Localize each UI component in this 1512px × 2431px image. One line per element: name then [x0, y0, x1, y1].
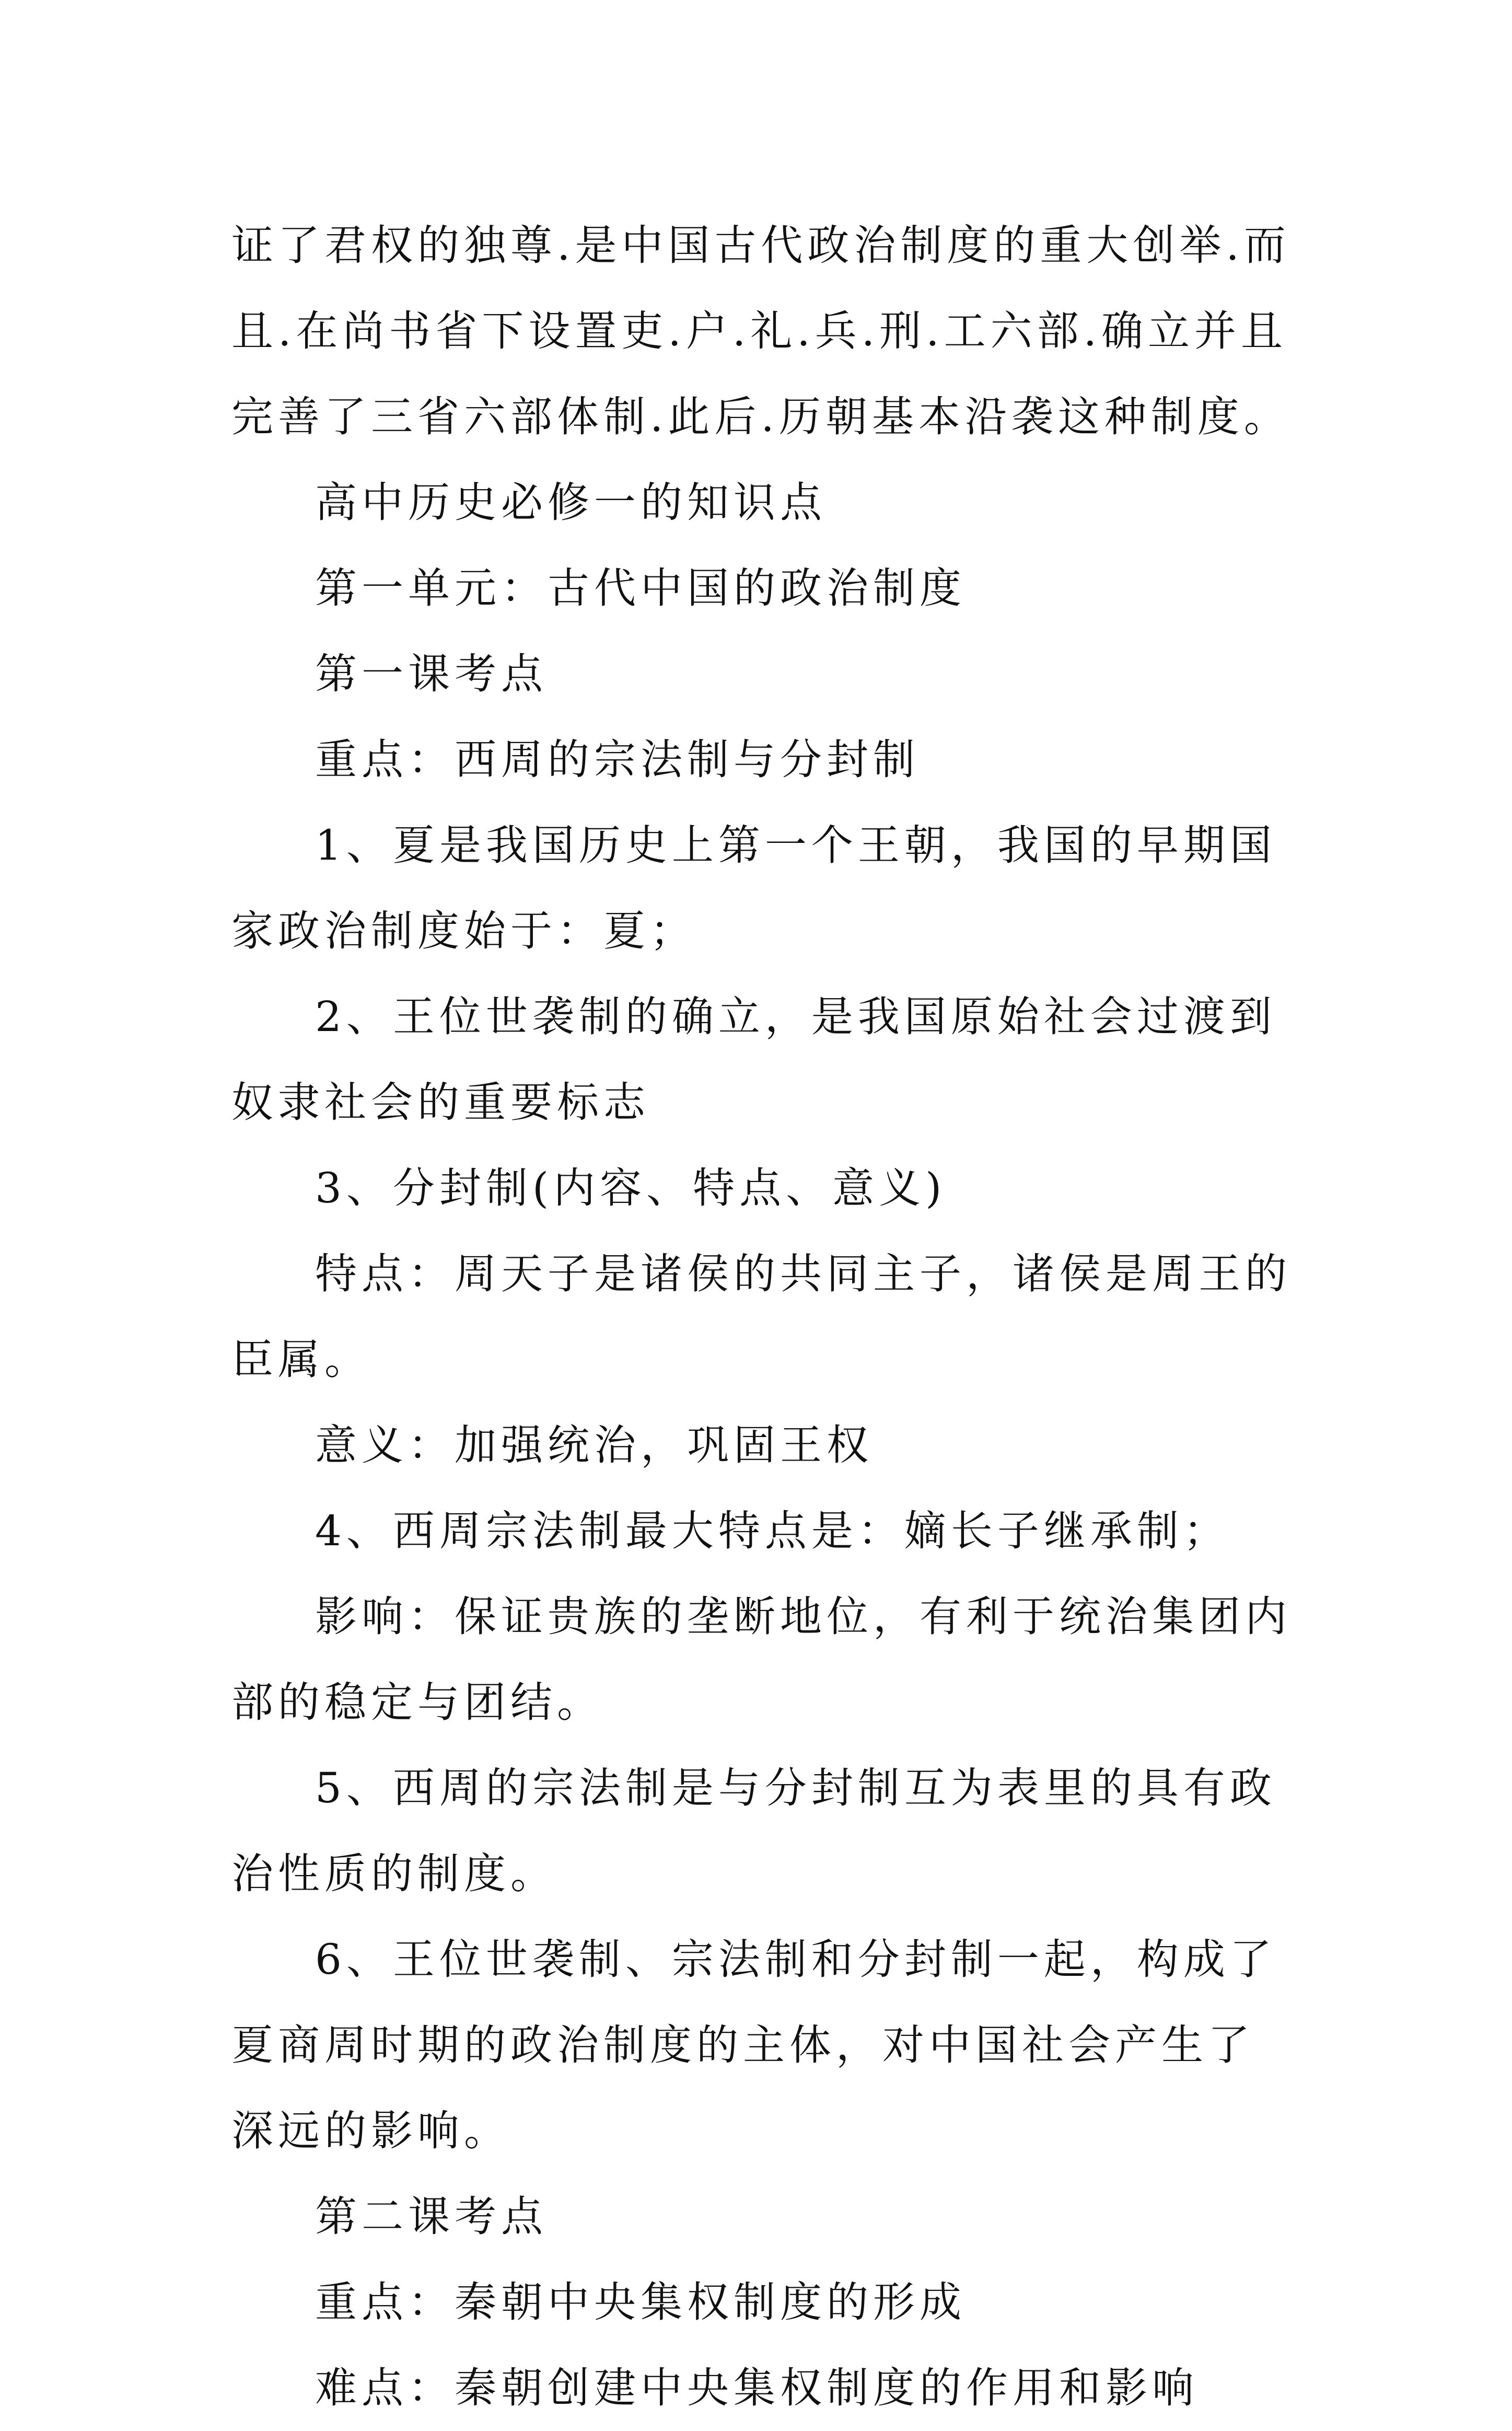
difficult-point: 难点：秦朝创建中央集权制度的作用和影响 — [315, 2364, 1199, 2412]
list-item: 1、夏是我国历史上第一个王朝，我国的早期国家政治制度始于：夏； — [231, 821, 1276, 955]
detail-paragraph: 特点：周天子是诸侯的共同主子，诸侯是周王的臣属。 — [231, 1249, 1292, 1384]
key-point: 重点：西周的宗法制与分封制 — [315, 735, 920, 784]
detail-paragraph: 意义：加强统治，巩固王权 — [315, 1421, 873, 1469]
list-item: 4、西周宗法制最大特点是：嫡长子继承制； — [315, 1507, 1230, 1555]
detail-paragraph: 影响：保证贵族的垄断地位，有利于统治集团内部的稳定与团结。 — [231, 1592, 1292, 1727]
key-point: 重点：秦朝中央集权制度的形成 — [315, 2278, 966, 2326]
document-body — [231, 203, 1292, 2431]
list-item: 3、分封制(内容、特点、意义) — [315, 1164, 947, 1212]
list-item: 5、西周的宗法制是与分封制互为表里的具有政治性质的制度。 — [231, 1764, 1276, 1898]
lesson-heading: 第一课考点 — [315, 650, 548, 698]
list-item: 2、王位世袭制的确立，是我国原始社会过渡到奴隶社会的重要标志 — [231, 992, 1276, 1127]
lesson-heading: 第二课考点 — [315, 2192, 548, 2241]
list-item: 6、王位世袭制、宗法制和分封制一起，构成了夏商周时期的政治制度的主体，对中国社会产生了深远的影响。 — [231, 1935, 1276, 2155]
paragraph-continuation: 证了君权的独尊.是中国古代政治制度的重大创举.而且.在尚书省下设置吏.户.礼.兵.刑.工六部.确立并且完善了三省六部体制.此后.历朝基本沿袭这种制度。 — [231, 221, 1290, 441]
document-heading: 高中历史必修一的知识点 — [315, 478, 827, 527]
unit-heading: 第一单元：古代中国的政治制度 — [315, 564, 966, 612]
